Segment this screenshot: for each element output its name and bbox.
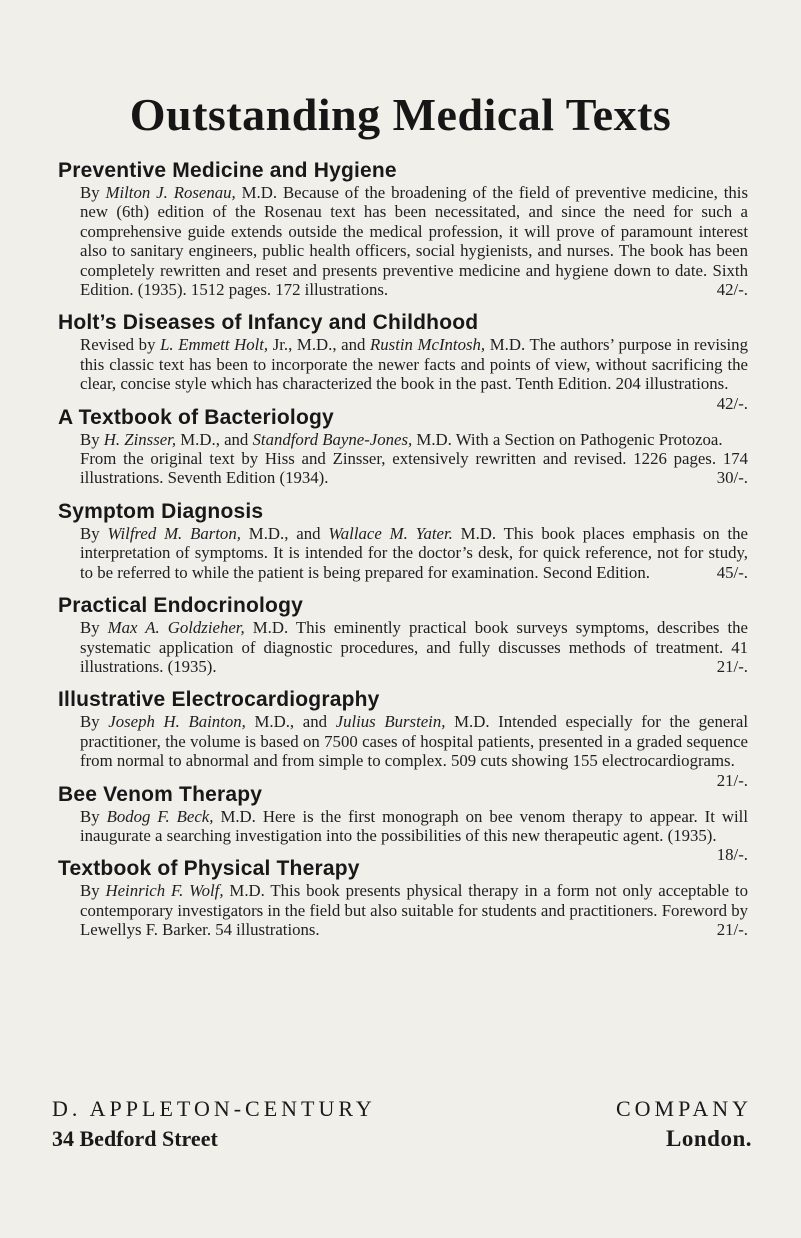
book-description	[80, 881, 748, 939]
book-price: 21/-.	[716, 770, 748, 790]
joiner-text: Jr., M.D., and	[268, 335, 371, 355]
book-title: A Textbook of Bacteriology	[58, 405, 334, 429]
description-text: M.D. Here is the first monograph on bee venom therapy to appear. It will inaugurate a searching investigation into the possibilities of this new therapeutic agent. (1935).	[80, 806, 748, 845]
book-title: Preventive Medicine and Hygiene	[58, 159, 397, 182]
by-text: By	[80, 881, 106, 901]
author-name: Heinrich F. Wolf,	[105, 881, 224, 901]
publisher-city: London.	[666, 1126, 752, 1151]
description-extra: From the original text by Hiss and Zinsser, extensively rewritten and revised. 1226 pages. 174 illustrations. Seventh Edition (1934).	[80, 449, 748, 488]
publisher-name: D. APPLETON-CENTURY	[52, 1096, 376, 1121]
book-entry	[58, 405, 748, 488]
book-price: 18/-.	[716, 845, 748, 865]
book-entry	[58, 158, 748, 299]
book-price: 21/-.	[716, 656, 748, 676]
author-name: Wallace M. Yater.	[328, 523, 453, 543]
book-title: Illustrative Electrocardiography	[58, 688, 380, 712]
by-text: Revised by	[80, 335, 161, 355]
book-title: Textbook of Physical Therapy	[58, 857, 360, 881]
author-name: L. Emmett Holt,	[160, 335, 269, 355]
description-text: M.D. Intended especially for the general practitioner, the volume is based on 7500 cases of hospital patients, presented in a graded sequence from normal to abnormal and from simple to complex. 509 cuts showing 155 electrocardiograms.	[80, 712, 749, 771]
author-name: H. Zinsser,	[103, 429, 177, 449]
by-text: By	[80, 183, 106, 202]
book-entry	[58, 499, 748, 582]
book-title: Holt’s Diseases of Infancy and Childhood	[58, 311, 479, 335]
book-description	[80, 712, 749, 790]
by-text: By	[80, 712, 109, 732]
author-name: Joseph H. Bainton,	[108, 712, 246, 732]
book-entry	[58, 687, 749, 790]
book-description	[80, 430, 748, 488]
publisher-company: COMPANY	[615, 1096, 752, 1121]
book-entry	[58, 310, 748, 413]
page-title: Outstanding Medical Texts	[129, 89, 672, 140]
book-entry	[58, 593, 748, 676]
publisher-street: 34 Bedford Street	[52, 1126, 218, 1151]
book-entry	[58, 782, 748, 865]
by-text: By	[80, 806, 107, 826]
description-text: M.D. This book presents physical therapy in a form not only acceptable to contemporary investigators in the field but also suitable for students and practitioners. Foreword by Lewellys F. Barker. 54 illustrations.	[80, 881, 748, 940]
by-text: By	[80, 429, 104, 449]
author-name: Julius Burstein,	[335, 712, 446, 732]
book-description	[80, 183, 748, 299]
author-name: Bodog F. Beck,	[106, 806, 214, 826]
description-text: M.D. Because of the broadening of the field of preventive medicine, this new (6th) edition of the Rosenau text has been necessitated, and since the need for such a comprehensive guide extends outside the medical profession, it will prove of paramount interest also to sanitary engineers, public health officers, social hygienists, and nurses. The book has been completely rewritten and reset and presents preventive medicine and hygiene down to date. Sixth Edition. (1935). 1512 pages. 172 illustrations.	[80, 183, 748, 300]
author-name: Milton J. Rosenau,	[105, 183, 236, 202]
by-text: By	[80, 618, 108, 638]
book-title: Symptom Diagnosis	[58, 499, 264, 523]
by-text: By	[80, 523, 108, 543]
book-description	[80, 524, 748, 582]
book-description	[80, 618, 748, 676]
description-text: M.D. This book places emphasis on the interpretation of symptoms. It is intended for the doctor’s desk, for quick reference, not for study, to be referred to while the patient is being prepared for examination. Second Edition.	[80, 523, 748, 582]
book-price: 21/-.	[716, 920, 748, 940]
author-name: Wilfred M. Barton,	[107, 523, 241, 543]
author-name: Rustin McIntosh,	[370, 335, 486, 355]
book-title: Bee Venom Therapy	[58, 782, 263, 806]
book-list	[58, 158, 748, 951]
book-price: 42/-.	[716, 280, 748, 300]
description-text: M.D. The authors’ purpose in revising this classic text has been to incorporate the newer facts and points of view, without sacrificing the clear, concise style which has characterized the book in the past. Tenth Edition. 204 illustrations.	[80, 335, 748, 394]
book-title: Practical Endocrinology	[58, 594, 303, 618]
joiner-text: M.D., and	[240, 523, 329, 543]
description-text: M.D. This eminently practical book surveys symptoms, describes the systematic application of diagnostic procedures, and fully discusses methods of treatment. 41 illustrations. (1935).	[80, 618, 749, 676]
joiner-text: M.D., and	[176, 429, 253, 449]
joiner-text: M.D., and	[245, 712, 336, 732]
book-entry	[58, 856, 748, 939]
book-price: 42/-.	[716, 393, 748, 413]
description-text: M.D. With a Section on Pathogenic Protozoa.	[412, 429, 723, 449]
book-description	[80, 335, 748, 413]
book-price: 30/-.	[716, 468, 748, 488]
book-description	[80, 806, 748, 865]
author-name: Standford Bayne-Jones,	[252, 429, 413, 449]
author-name: Max A. Goldzieher,	[107, 618, 245, 638]
book-price: 45/-.	[716, 562, 748, 582]
publisher-imprint	[52, 1096, 752, 1152]
